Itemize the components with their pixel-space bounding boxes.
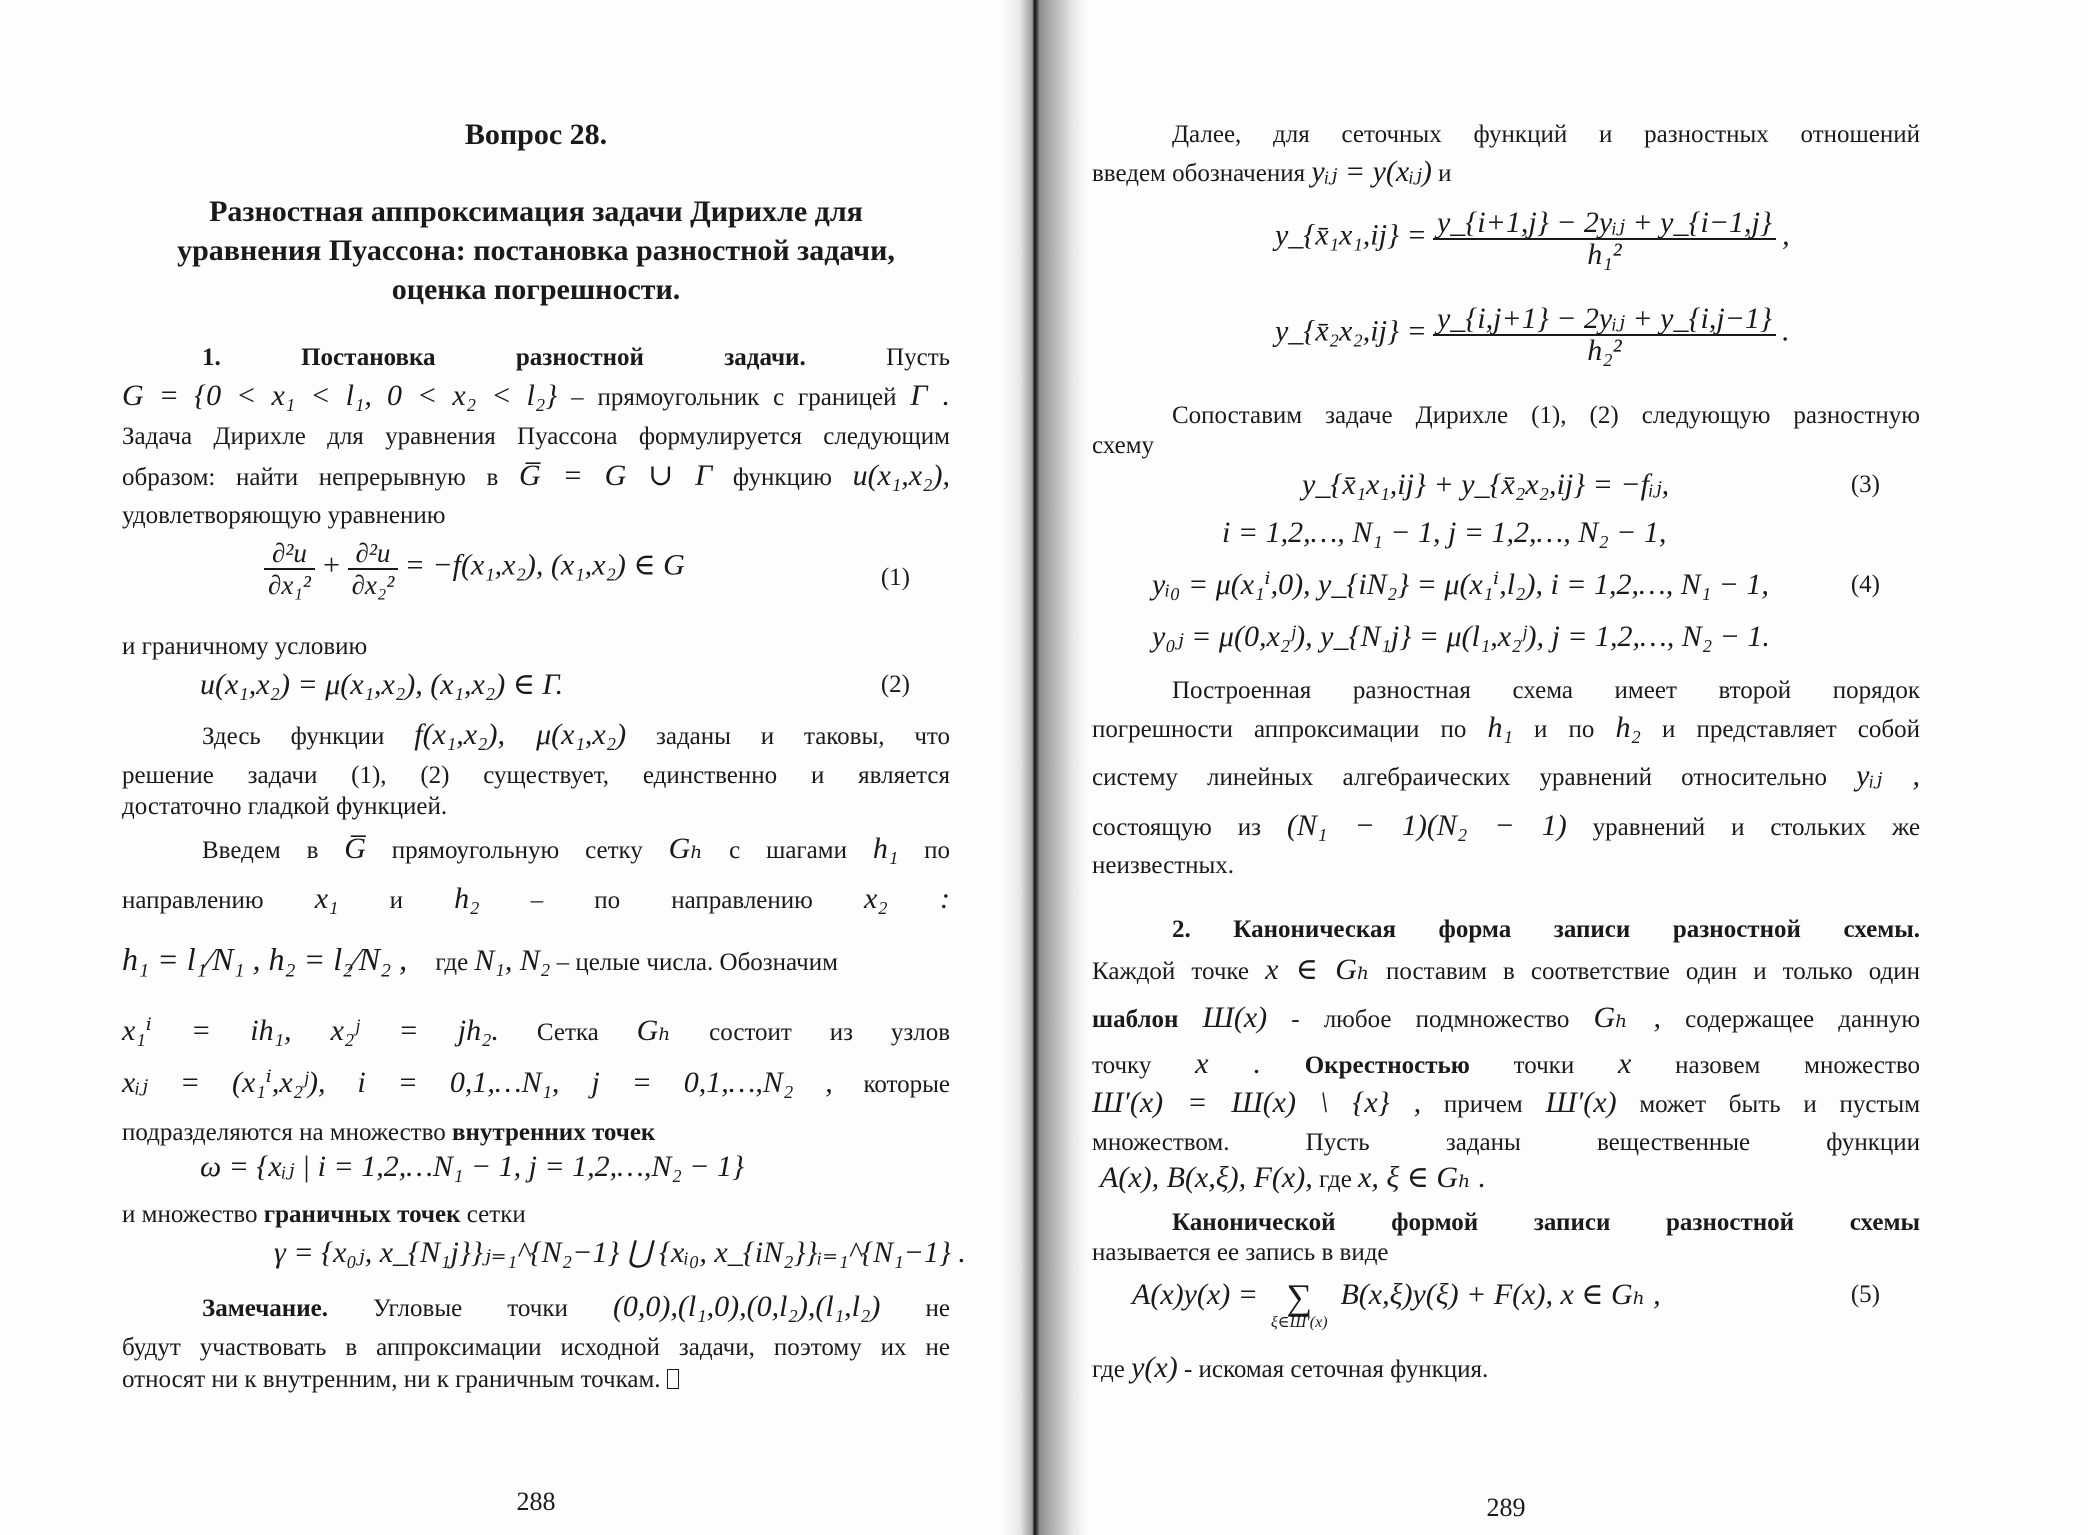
text: Пусть bbox=[886, 344, 951, 371]
math-rhs: B(x,ξ)y(ξ) + F(x), x ∈ Gₕ , bbox=[1340, 1278, 1661, 1311]
text: – целые числа. Обозначим bbox=[556, 949, 838, 976]
text: где bbox=[435, 949, 469, 976]
math-equation-body: u(x₁,x₂) = μ(x₁,x₂), (x₁,x₂) ∈ Γ. bbox=[200, 668, 564, 701]
text: - искомая сеточная функция. bbox=[1183, 1356, 1489, 1383]
text: где bbox=[1092, 1356, 1125, 1383]
equation-number: (4) bbox=[1850, 571, 1880, 598]
subsection-2-heading: 2. Каноническая форма записи разностной схемы. bbox=[1172, 916, 1920, 943]
math-equation-body: = −f(x₁,x₂), (x₁,x₂) ∈ G bbox=[404, 548, 685, 582]
text: Пусть bbox=[1305, 1129, 1370, 1156]
fraction bbox=[1433, 304, 1776, 366]
text: и bbox=[389, 887, 403, 914]
subsection-heading-word: Постановка bbox=[301, 344, 436, 371]
text: введем обозначения bbox=[1092, 160, 1306, 187]
text: функцию bbox=[732, 464, 832, 491]
text: вещественные bbox=[1596, 1129, 1751, 1156]
text: множество bbox=[1804, 1052, 1921, 1079]
summation bbox=[1264, 1277, 1334, 1332]
bold-term: шаблон bbox=[1092, 1006, 1179, 1033]
text: заданы bbox=[1445, 1129, 1521, 1156]
text: систему линейных алгебраических уравнений относительно bbox=[1092, 764, 1828, 791]
text-line: будут участвовать в аппроксимации исходной задачи, поэтому их не bbox=[122, 1334, 950, 1361]
text: по bbox=[924, 837, 950, 864]
math-equation-body: y_{x̄₁x₁,ij} + y_{x̄₂x₂,ij} = −fᵢⱼ, bbox=[1302, 468, 1670, 501]
text: узлов bbox=[890, 1019, 950, 1046]
formula-second-difference-x2 bbox=[1092, 304, 1920, 384]
text: где bbox=[1318, 1166, 1352, 1193]
math-stencil: Ш(x) bbox=[1202, 1001, 1268, 1034]
equation-4b bbox=[1092, 622, 1920, 654]
text-line: неизвестных. bbox=[1092, 852, 1235, 879]
text-line: достаточно гладкой функцией. bbox=[122, 793, 448, 820]
text-line: Далее, для сеточных функций и разностных отношений bbox=[1172, 121, 1920, 148]
left-page bbox=[122, 0, 966, 1535]
sum-sign-icon: ∑ bbox=[1286, 1277, 1313, 1317]
math-grid: Gₕ bbox=[668, 832, 704, 865]
subsection-1-heading-line bbox=[122, 343, 950, 373]
math-neighborhood: Ш′(x) = Ш(x) \ {x} , bbox=[1092, 1086, 1422, 1119]
text: точки bbox=[1513, 1052, 1575, 1079]
text: состоящую bbox=[1092, 814, 1212, 841]
text-line bbox=[1092, 1088, 1920, 1120]
equation-3 bbox=[1092, 470, 1920, 502]
bold-term: Окрестностью bbox=[1304, 1052, 1470, 1079]
denominator: h₁² bbox=[1587, 238, 1622, 271]
numerator: ∂²u bbox=[264, 538, 315, 570]
text: и по bbox=[1533, 716, 1595, 743]
math: yᵢⱼ = y(xᵢⱼ) bbox=[1311, 155, 1432, 188]
text: состоит bbox=[709, 1019, 792, 1046]
math-function-u: u(x₁,x₂), bbox=[852, 459, 951, 492]
math-nodes: xᵢⱼ = (x₁ⁱ,x₂ʲ), i = 0,1,…N₁, j = 0,1,…,N₂ , bbox=[122, 1066, 833, 1099]
math: x ∈ Gₕ bbox=[1265, 953, 1370, 986]
text-line bbox=[122, 1292, 950, 1324]
math: Gₕ , bbox=[1593, 1001, 1662, 1034]
subsection-heading-word: разностной bbox=[515, 344, 644, 371]
math-closure: G̅ = G ∪ Γ bbox=[518, 459, 713, 492]
book-spine-gutter bbox=[1000, 0, 1090, 1535]
math-boundary-condition: y₀ⱼ = μ(0,x₂ʲ), y_{N₁j} = μ(l₁,x₂ʲ), j = 1,2,…, N₂ − 1. bbox=[1152, 620, 1770, 653]
text-line bbox=[1092, 157, 1920, 189]
equation-4a bbox=[1092, 570, 1920, 602]
text: точку bbox=[1092, 1052, 1152, 1079]
text-line: удовлетворяющую уравнению bbox=[122, 502, 446, 529]
text-line bbox=[122, 720, 950, 752]
text-line bbox=[122, 1365, 950, 1395]
right-page bbox=[1092, 0, 1920, 1535]
math-lhs: y_{x̄₂x₂,ij} = bbox=[1275, 314, 1427, 348]
text-line bbox=[1092, 761, 1920, 793]
text: из bbox=[1237, 814, 1262, 841]
text: из bbox=[829, 1019, 853, 1046]
math: h₂ bbox=[454, 882, 480, 915]
text-line bbox=[1092, 1163, 1920, 1195]
text: Введем в bbox=[202, 837, 319, 864]
text: Сетка bbox=[536, 1019, 599, 1046]
math: y(x) bbox=[1131, 1351, 1178, 1384]
math: Ш′(x) bbox=[1545, 1086, 1617, 1119]
text: же bbox=[1892, 814, 1921, 841]
text-line bbox=[122, 834, 950, 866]
math-domain-g: G = {0 < x₁ < l₁, 0 < x₂ < l₂} bbox=[122, 379, 558, 412]
math-gamma: Γ . bbox=[910, 379, 951, 412]
section-title-line-3: оценка погрешности. bbox=[391, 273, 681, 306]
fraction bbox=[1433, 208, 1776, 270]
formula-second-difference-x1 bbox=[1092, 208, 1920, 288]
equation-omega bbox=[122, 1152, 950, 1184]
text: и bbox=[1438, 160, 1452, 187]
text: относят ни к внутренним, ни к граничным точкам. bbox=[122, 1366, 661, 1393]
text: Каждой точке bbox=[1092, 958, 1250, 985]
text: Угловые точки bbox=[373, 1295, 568, 1322]
subsection-heading-word: задачи. bbox=[724, 344, 806, 371]
qed-box-icon bbox=[667, 1369, 679, 1389]
text-line bbox=[122, 1118, 950, 1148]
equation-2 bbox=[122, 670, 950, 702]
text: и bbox=[1731, 814, 1745, 841]
definition-heading: Канонической формой записи разностной схемы bbox=[1172, 1209, 1920, 1236]
math: yᵢⱼ , bbox=[1856, 759, 1920, 792]
equation-number: (5) bbox=[1850, 1281, 1880, 1308]
text-line bbox=[122, 381, 950, 413]
text-line bbox=[122, 1200, 950, 1230]
text: уравнений bbox=[1592, 814, 1706, 841]
text: и множество bbox=[122, 1201, 258, 1228]
text: сетки bbox=[466, 1201, 526, 1228]
text: подразделяются на множество bbox=[122, 1119, 446, 1146]
text: направлению bbox=[671, 887, 813, 914]
punctuation: . bbox=[1782, 314, 1790, 348]
text: причем bbox=[1443, 1091, 1523, 1118]
text: – прямоугольник с границей bbox=[571, 384, 897, 411]
text: содержащее данную bbox=[1685, 1006, 1921, 1033]
text: образом: найти непрерывную в bbox=[122, 464, 499, 491]
math: x . bbox=[1195, 1047, 1261, 1080]
equation-number: (2) bbox=[880, 671, 910, 698]
numerator: y_{i+1,j} − 2yᵢⱼ + y_{i−1,j} bbox=[1433, 208, 1776, 240]
text: множеством. bbox=[1092, 1129, 1230, 1156]
text-line bbox=[122, 884, 950, 916]
text-line bbox=[122, 941, 950, 978]
text: погрешности аппроксимации по bbox=[1092, 716, 1467, 743]
equation-gamma bbox=[122, 1236, 966, 1270]
text-line bbox=[1092, 955, 1920, 987]
math-closure: G̅ bbox=[344, 832, 366, 865]
math: x₁ bbox=[314, 882, 339, 915]
text-line: Построенная разностная схема имеет второй порядок bbox=[1172, 677, 1920, 704]
math-lhs: A(x)y(x) = bbox=[1132, 1278, 1258, 1311]
bold-term: внутренних точек bbox=[451, 1119, 656, 1146]
plus: + bbox=[321, 548, 342, 582]
text-line: решение задачи (1), (2) существует, единственно и является bbox=[122, 762, 950, 789]
sum-index: ξ∈Ш′(x) bbox=[1270, 1314, 1328, 1331]
equation-3-range bbox=[1092, 518, 1920, 550]
fraction bbox=[348, 538, 399, 600]
text: заданы и таковы, что bbox=[655, 723, 951, 750]
text: прямоугольную сетку bbox=[391, 837, 643, 864]
text: функции bbox=[1826, 1129, 1921, 1156]
text: направлению bbox=[122, 887, 264, 914]
text-line: и граничному условию bbox=[122, 633, 368, 660]
math: x₂ : bbox=[863, 882, 951, 915]
math: h₂ bbox=[1615, 711, 1641, 744]
numerator: y_{i,j+1} − 2yᵢⱼ + y_{i,j−1} bbox=[1433, 304, 1776, 336]
text-line bbox=[122, 1016, 950, 1048]
math: h₁ bbox=[1487, 711, 1513, 744]
question-heading: Вопрос 28. bbox=[464, 118, 608, 151]
math-lhs: y_{x̄₁x₁,ij} = bbox=[1275, 218, 1427, 252]
denominator: ∂x₂² bbox=[351, 570, 395, 600]
punctuation: , bbox=[1782, 218, 1790, 252]
text: не bbox=[925, 1295, 950, 1322]
text: которые bbox=[863, 1071, 951, 1098]
text-line: называется ее запись в виде bbox=[1092, 1239, 1389, 1266]
fraction bbox=[264, 538, 315, 600]
math-interior-set: ω = {xᵢⱼ | i = 1,2,…N₁ − 1, j = 1,2,…,N₂ − 1} bbox=[200, 1150, 745, 1183]
math-index-range: i = 1,2,…, N₁ − 1, j = 1,2,…, N₂ − 1, bbox=[1222, 516, 1667, 549]
text-line bbox=[1092, 1049, 1920, 1081]
subsection-number: 1. bbox=[202, 344, 221, 371]
math-step-definitions: h₁ = l₁⁄N₁ , h₂ = l₂⁄N₂ , bbox=[122, 941, 408, 977]
numerator: ∂²u bbox=[348, 538, 399, 570]
text-line bbox=[122, 1068, 950, 1100]
text: назовем bbox=[1675, 1052, 1761, 1079]
math-functions: A(x), B(x,ξ), F(x), bbox=[1100, 1161, 1313, 1194]
text: и представляет собой bbox=[1661, 716, 1920, 743]
equation-5 bbox=[1092, 1277, 1920, 1350]
section-title-line-1: Разностная аппроксимация задачи Дирихле для bbox=[209, 195, 863, 228]
text: стольких bbox=[1770, 814, 1867, 841]
text-line bbox=[1092, 1128, 1920, 1158]
math-corner-points: (0,0),(l₁,0),(0,l₂),(l₁,l₂) bbox=[612, 1290, 881, 1323]
section-title-line-2: уравнения Пуассона: постановка разностной задачи, bbox=[177, 234, 895, 267]
text-line bbox=[1092, 811, 1920, 843]
math-step: h₁ bbox=[872, 832, 899, 865]
math: x, ξ ∈ Gₕ . bbox=[1358, 1161, 1487, 1194]
text-line: Сопоставим задаче Дирихле (1), (2) следующую разностную bbox=[1172, 402, 1920, 429]
text-line: схему bbox=[1092, 432, 1155, 459]
text: может быть и пустым bbox=[1639, 1091, 1921, 1118]
text-line: Задача Дирихле для уравнения Пуассона формулируется следующим bbox=[122, 423, 950, 450]
text-line bbox=[1092, 713, 1920, 745]
text-line bbox=[1092, 1353, 1920, 1385]
text: – bbox=[530, 887, 544, 914]
text: Здесь функции bbox=[202, 723, 385, 750]
math-boundary-condition: yᵢ₀ = μ(x₁ⁱ,0), y_{iN₂} = μ(x₁ⁱ,l₂), i = 1,2,…, N₁ − 1, bbox=[1152, 568, 1769, 601]
equation-number: (3) bbox=[1850, 471, 1880, 498]
denominator: h₂² bbox=[1587, 334, 1622, 367]
denominator: ∂x₁² bbox=[268, 570, 311, 600]
math: Gₕ bbox=[636, 1014, 672, 1047]
text-line bbox=[122, 461, 950, 493]
page-number: 288 bbox=[516, 1487, 556, 1516]
page-number: 289 bbox=[1486, 1493, 1526, 1522]
equation-number: (1) bbox=[880, 564, 910, 591]
bold-term: граничных точек bbox=[263, 1201, 461, 1228]
math-equation-count: (N₁ − 1)(N₂ − 1) bbox=[1286, 809, 1567, 842]
equation-1 bbox=[122, 538, 950, 618]
text: с шагами bbox=[729, 837, 847, 864]
math-functions: f(x₁,x₂), μ(x₁,x₂) bbox=[414, 718, 627, 751]
text: поставим в соответствие один и только один bbox=[1386, 958, 1921, 985]
remark-label: Замечание. bbox=[202, 1295, 328, 1322]
math-boundary-set: γ = {x₀ⱼ, x_{N₁j}}ⱼ₌₁^{N₂−1} ⋃ {xᵢ₀, x_{iN₂}}ᵢ₌₁^{N₁−1} . bbox=[274, 1236, 966, 1269]
text: по bbox=[594, 887, 621, 914]
math: x bbox=[1617, 1047, 1632, 1080]
math-node-coordinates: x₁ⁱ = ih₁, x₂ʲ = jh₂. bbox=[122, 1014, 500, 1047]
text-line bbox=[1092, 1003, 1920, 1035]
text: - любое подмножество bbox=[1291, 1006, 1570, 1033]
math: N₁, N₂ bbox=[474, 944, 551, 977]
